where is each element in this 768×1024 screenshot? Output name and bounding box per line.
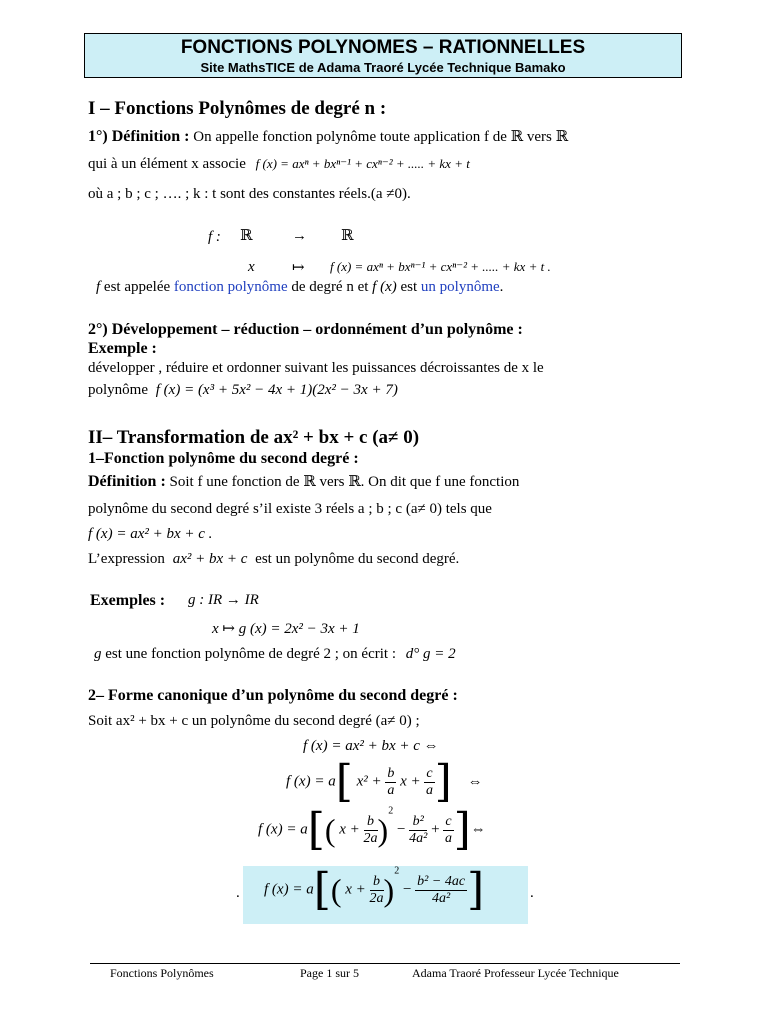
poly-formula: f (x) = axⁿ + bxⁿ⁻¹ + cxⁿ⁻² + ..... + kx + t <box>255 156 470 171</box>
eq-2-frac-ca <box>424 766 434 799</box>
document-subtitle: Site MathsTICE de Adama Traoré Lycée Technique Bamako <box>200 60 566 75</box>
called-text-2: de degré n et <box>291 279 369 295</box>
eq-3-bracket-open: [ <box>307 804 325 855</box>
def-1-text: On appelle fonction polynôme toute application f de ℝ vers ℝ <box>193 129 569 145</box>
document-title: FONCTIONS POLYNOMES – RATIONNELLES <box>180 37 586 58</box>
map-f: f : <box>208 229 221 245</box>
eq-4-bracket-open: [ <box>313 864 331 915</box>
eq-3-bracket-close: ] <box>453 804 471 855</box>
eq-4-den: 4a² <box>432 890 451 906</box>
eq-2-c: c <box>426 765 433 781</box>
eq-4-frac-b2a <box>370 874 384 907</box>
expr-line <box>88 551 459 568</box>
eq-4-left: f (x) = a <box>264 881 314 898</box>
eq-2-left: f (x) = a <box>286 773 336 790</box>
map-formula: f (x) = axⁿ + bxⁿ⁻¹ + cxⁿ⁻² + ..... + kx + t . <box>330 259 551 274</box>
eq-3-c: c <box>445 813 452 829</box>
called-f: f <box>96 279 101 295</box>
def-2-text: Soit f une fonction de ℝ vers ℝ. On dit que f une fonction <box>169 474 520 490</box>
eq-2-x2: x² + <box>356 773 382 790</box>
called-line <box>96 279 503 296</box>
eq-2-bracket-close: ] <box>434 756 452 807</box>
called-text-4: . <box>499 279 504 295</box>
eq-1: f (x) = ax² + bx + c ⇔ <box>303 738 439 754</box>
eq-4-paren-close: ) <box>383 872 395 908</box>
def-1-line2-text: qui à un élément x associe <box>88 156 246 172</box>
ex-map: g : IR → IR <box>188 592 259 608</box>
eq-4-frac-discriminant <box>415 874 467 907</box>
map-r2: ℝ <box>341 228 354 244</box>
called-blue-2: un polynôme <box>420 279 500 295</box>
dev-text: développer , réduire et ordonner suivant les puissances décroissantes de x le <box>88 360 544 376</box>
canon-text: Soit ax² + bx + c un polynôme du second degré (a≠ 0) ; <box>88 713 420 729</box>
eq-3-x: x + <box>339 821 360 838</box>
ex-line <box>94 646 456 663</box>
def-2-line <box>88 472 519 491</box>
ex-line-text: est une fonction polynôme de degré 2 ; on écrit : <box>105 646 396 662</box>
eq-3-paren-close: ) <box>377 812 389 848</box>
expr-text-2: est un polynôme du second degré. <box>255 551 460 567</box>
ex-line-formula: d° g = 2 <box>405 646 456 662</box>
eq-2-equiv: ⇔ <box>467 773 483 790</box>
title-box <box>84 33 682 78</box>
dev-line2 <box>88 382 398 399</box>
map-arrow: → <box>292 228 307 244</box>
called-fx: f (x) <box>372 279 397 295</box>
eq-3-frac-b2-4a2 <box>409 814 427 847</box>
eq-2-frac-ba <box>385 766 396 799</box>
eq-4-paren-open: ( <box>330 872 342 908</box>
sub-1-heading: 1–Fonction polynôme du second degré : <box>88 450 359 467</box>
eq-3-4a2: 4a² <box>409 830 428 846</box>
eq-3-frac-b2a <box>364 814 378 847</box>
map-x: x <box>248 259 255 275</box>
eq-3: f (x) = a[( x + $\frac{b}{2a}$ )$^2$ − $\frac{\text{b²}}{\text{4a²}}$ + $\frac{c}{a}$ ]⇔ <box>258 804 486 855</box>
def-1-label: 1°) Définition : <box>88 128 190 145</box>
eq-2 <box>286 756 483 807</box>
eq-3-paren-open: ( <box>324 812 336 848</box>
footer-right: Adama Traoré Professeur Lycée Technique <box>412 966 619 980</box>
exemples-label: Exemples : <box>90 592 166 609</box>
dev-heading: 2°) Développement – réduction – ordonnément d’un polynôme : <box>88 321 523 338</box>
footer-page: Page 1 sur 5 <box>300 966 359 980</box>
eq-3-frac-ca <box>443 814 453 847</box>
eq-2-x: x + <box>400 773 421 790</box>
eq-3-b: b <box>364 814 378 831</box>
eq-4-dot-left: . <box>236 885 240 901</box>
def-1-line3: où a ; b ; c ; …. ; k : t sont des constantes réels.(a ≠0). <box>88 186 411 202</box>
eq-2-a: a <box>387 782 395 798</box>
sub-2-heading: 2– Forme canonique d’un polynôme du second degré : <box>88 687 458 704</box>
map-mapsto: ↦ <box>292 260 305 276</box>
def-2-text-2: polynôme du second degré s’il existe 3 réels a ; b ; c (a≠ 0) tels que <box>88 501 492 517</box>
eq-4-2a: 2a <box>369 890 384 906</box>
eq-2-bracket-open: [ <box>335 756 353 807</box>
def-1-line <box>88 127 568 146</box>
eq-2-a2: a <box>426 782 434 798</box>
eq-3-equiv: ⇔ <box>470 821 486 838</box>
section-2-heading: II– Transformation de ax² + bx + c (a≠ 0) <box>88 427 420 448</box>
footer-left: Fonctions Polynômes <box>110 966 214 980</box>
def-1-line2 <box>88 156 470 173</box>
eq-4-num: b² − 4ac <box>417 873 466 889</box>
called-text-3: est <box>400 279 418 295</box>
expr-formula: ax² + bx + c <box>172 551 248 567</box>
dev-text-2: polynôme <box>88 382 148 398</box>
def-2-label: Définition : <box>88 473 166 490</box>
called-blue-1: fonction polynôme <box>173 279 288 295</box>
eq-3-a: a <box>444 830 452 846</box>
eq-3-left: f (x) = a <box>258 821 308 838</box>
dev-formula: f (x) = (x³ + 5x² − 4x + 1)(2x² − 3x + 7) <box>155 382 398 398</box>
eq-4-bracket-close: ] <box>467 864 485 915</box>
eq-3-2a: 2a <box>363 830 378 846</box>
eq-4-dot-right: . <box>530 885 534 901</box>
eq-4: f (x) = a[( x + $\frac{b}{2a}$ )$^2$ − $\frac{\text{b² − 4ac}}{\text{4a²}}$ ] <box>264 864 485 915</box>
map-r1: ℝ <box>240 228 253 244</box>
called-text-1: est appelée <box>103 279 171 295</box>
eq-4-b: b <box>370 874 384 891</box>
eq-3-b2: b² <box>409 814 427 831</box>
expr-text-1: L’expression <box>88 551 165 567</box>
eq-2-b: b <box>387 765 395 781</box>
ex-line-g: g <box>94 646 102 662</box>
footer-rule <box>90 963 680 964</box>
section-1-heading: I – Fonctions Polynômes de degré n : <box>88 98 387 119</box>
exemple-label: Exemple : <box>88 340 157 357</box>
def-2-formula: f (x) = ax² + bx + c . <box>88 526 213 542</box>
ex-map-2: x ↦ g (x) = 2x² − 3x + 1 <box>212 621 360 637</box>
eq-4-x: x + <box>345 881 366 898</box>
